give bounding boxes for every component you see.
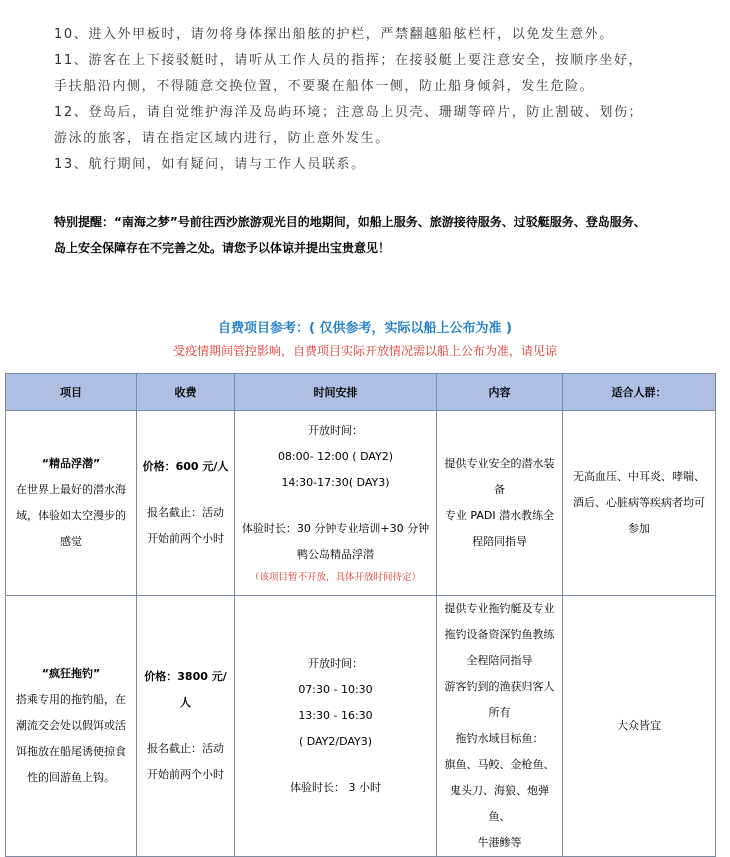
header-content: 内容	[437, 374, 563, 411]
content-line: 拖钓设备资深钓鱼教练	[444, 628, 555, 641]
duration-line: 鸭公岛精品浮潜	[297, 548, 374, 561]
rule-line: 12、登岛后，请自觉维护海洋及岛屿环境；注意岛上贝壳、珊瑚等碎片，防止割破、划伤；	[54, 105, 644, 120]
price-line: 价格：3800 元/	[144, 670, 227, 683]
special-notice	[54, 209, 694, 261]
deadline-line: 开始前两个小时	[147, 768, 224, 781]
schedule-cell	[235, 596, 437, 857]
safety-rules	[54, 22, 694, 178]
project-desc-line: 搭乘专用的拖钓船，在	[16, 693, 126, 706]
project-name: “精品浮潜”	[41, 457, 101, 470]
spacer	[239, 755, 432, 775]
project-desc-line: 性的回游鱼上钩。	[27, 771, 115, 784]
audience-line: 无高血压、中耳炎、哮喘、	[573, 470, 705, 483]
rule-line: 13、航行期间，如有疑问，请与工作人员联系。	[54, 157, 366, 172]
content-cell	[437, 596, 563, 857]
table-header-row	[6, 374, 716, 411]
project-cell	[6, 596, 137, 857]
section-title: 自费项目参考：( 仅供参考，实际以船上公布为准 )	[218, 321, 512, 336]
content-line: 全程陪同指导	[466, 654, 533, 667]
content-line: 游客钓到的渔获归客人	[444, 680, 555, 693]
content-line: 提供专业拖钓艇及专业	[444, 602, 555, 615]
rule-line: 游泳的旅客，请在指定区域内进行，防止意外发生。	[54, 131, 390, 146]
project-desc-line: 饵拖放在船尾诱使掠食	[16, 745, 126, 758]
audience-line: 参加	[628, 522, 650, 535]
content-line: 专业 PADI 潜水教练全	[444, 509, 555, 522]
content-cell	[437, 411, 563, 596]
project-cell	[6, 411, 137, 596]
duration-line: 体验时长：30 分钟专业培训+30 分钟	[241, 522, 430, 535]
table-row	[6, 411, 716, 596]
duration-line: 体验时长： 3 小时	[290, 781, 381, 794]
notice-line: 特别提醒：“南海之梦”号前往西沙旅游观光目的地期间，如船上服务、旅游接待服务、过驳艇服务、登岛服务、	[54, 215, 646, 229]
project-desc-line: 在世界上最好的潜水海	[16, 483, 126, 496]
content-line: 备	[494, 483, 505, 496]
header-schedule: 时间安排	[235, 374, 437, 411]
header-price: 收费	[137, 374, 235, 411]
content-line: 拖钓水域目标鱼：	[455, 732, 544, 745]
rule-line: 手扶船沿内侧，不得随意交换位置，不要聚在船体一侧，防止船身倾斜，发生危险。	[54, 79, 595, 94]
project-name: “疯狂拖钓”	[41, 667, 101, 680]
rule-line: 11、游客在上下接驳艇时，请听从工作人员的指挥；在接驳艇上要注意安全，按顺序坐好，	[54, 53, 644, 68]
spacer	[141, 716, 230, 736]
closed-note: （该项目暂不开放，具体开放时间待定）	[249, 572, 421, 583]
project-desc-line: 潮流交会处以假饵或活	[16, 719, 126, 732]
spacer	[239, 496, 432, 516]
schedule-line: ( DAY2/DAY3)	[298, 735, 373, 748]
content-line: 提供专业安全的潜水装	[444, 457, 555, 470]
schedule-line: 14:30-17:30( DAY3)	[281, 476, 390, 489]
content-line: 旗鱼、马鲛、金枪鱼、	[444, 758, 555, 771]
audience-line: 大众皆宜	[617, 719, 661, 732]
deadline-line: 开始前两个小时	[147, 532, 224, 545]
deadline-line: 报名截止：活动	[147, 742, 224, 755]
price: 价格：600 元/人	[142, 460, 229, 473]
rule-line: 10、进入外甲板时，请勿将身体探出船舷的护栏，严禁翻越船舷栏杆，以免发生意外。	[54, 27, 614, 42]
content-line: 所有	[488, 706, 511, 719]
project-desc-line: 域，体验如太空漫步的	[16, 509, 126, 522]
price-cell	[137, 596, 235, 857]
audience-cell	[563, 596, 716, 857]
content-line: 程陪同指导	[472, 535, 527, 548]
optional-activities-table	[5, 373, 716, 857]
schedule-line: 08:00- 12:00 ( DAY2)	[277, 450, 394, 463]
header-project: 项目	[6, 374, 137, 411]
section-subtitle: 受疫情期间管控影响，自费项目实际开放情况需以船上公布为准，请见谅	[172, 344, 557, 358]
project-desc-line: 感觉	[60, 535, 82, 548]
price-cell	[137, 411, 235, 596]
deadline-line: 报名截止：活动	[147, 506, 224, 519]
audience-cell	[563, 411, 716, 596]
notice-line: 岛上安全保障存在不完善之处。请您予以体谅并提出宝贵意见！	[54, 241, 391, 255]
content-line: 牛港鲹等	[477, 836, 522, 849]
content-line: 鬼头刀、海狼、炮弹鱼、	[450, 784, 549, 823]
audience-line: 酒后、心脏病等疾病者均可	[573, 496, 705, 509]
table-row	[6, 596, 716, 857]
price-line: 人	[180, 696, 191, 709]
schedule-line: 07:30 - 10:30	[298, 683, 373, 696]
spacer	[141, 480, 230, 500]
header-audience: 适合人群：	[563, 374, 716, 411]
schedule-line: 13:30 - 16:30	[298, 709, 373, 722]
schedule-cell	[235, 411, 437, 596]
schedule-line: 开放时间：	[308, 424, 363, 437]
schedule-line: 开放时间：	[308, 657, 363, 670]
